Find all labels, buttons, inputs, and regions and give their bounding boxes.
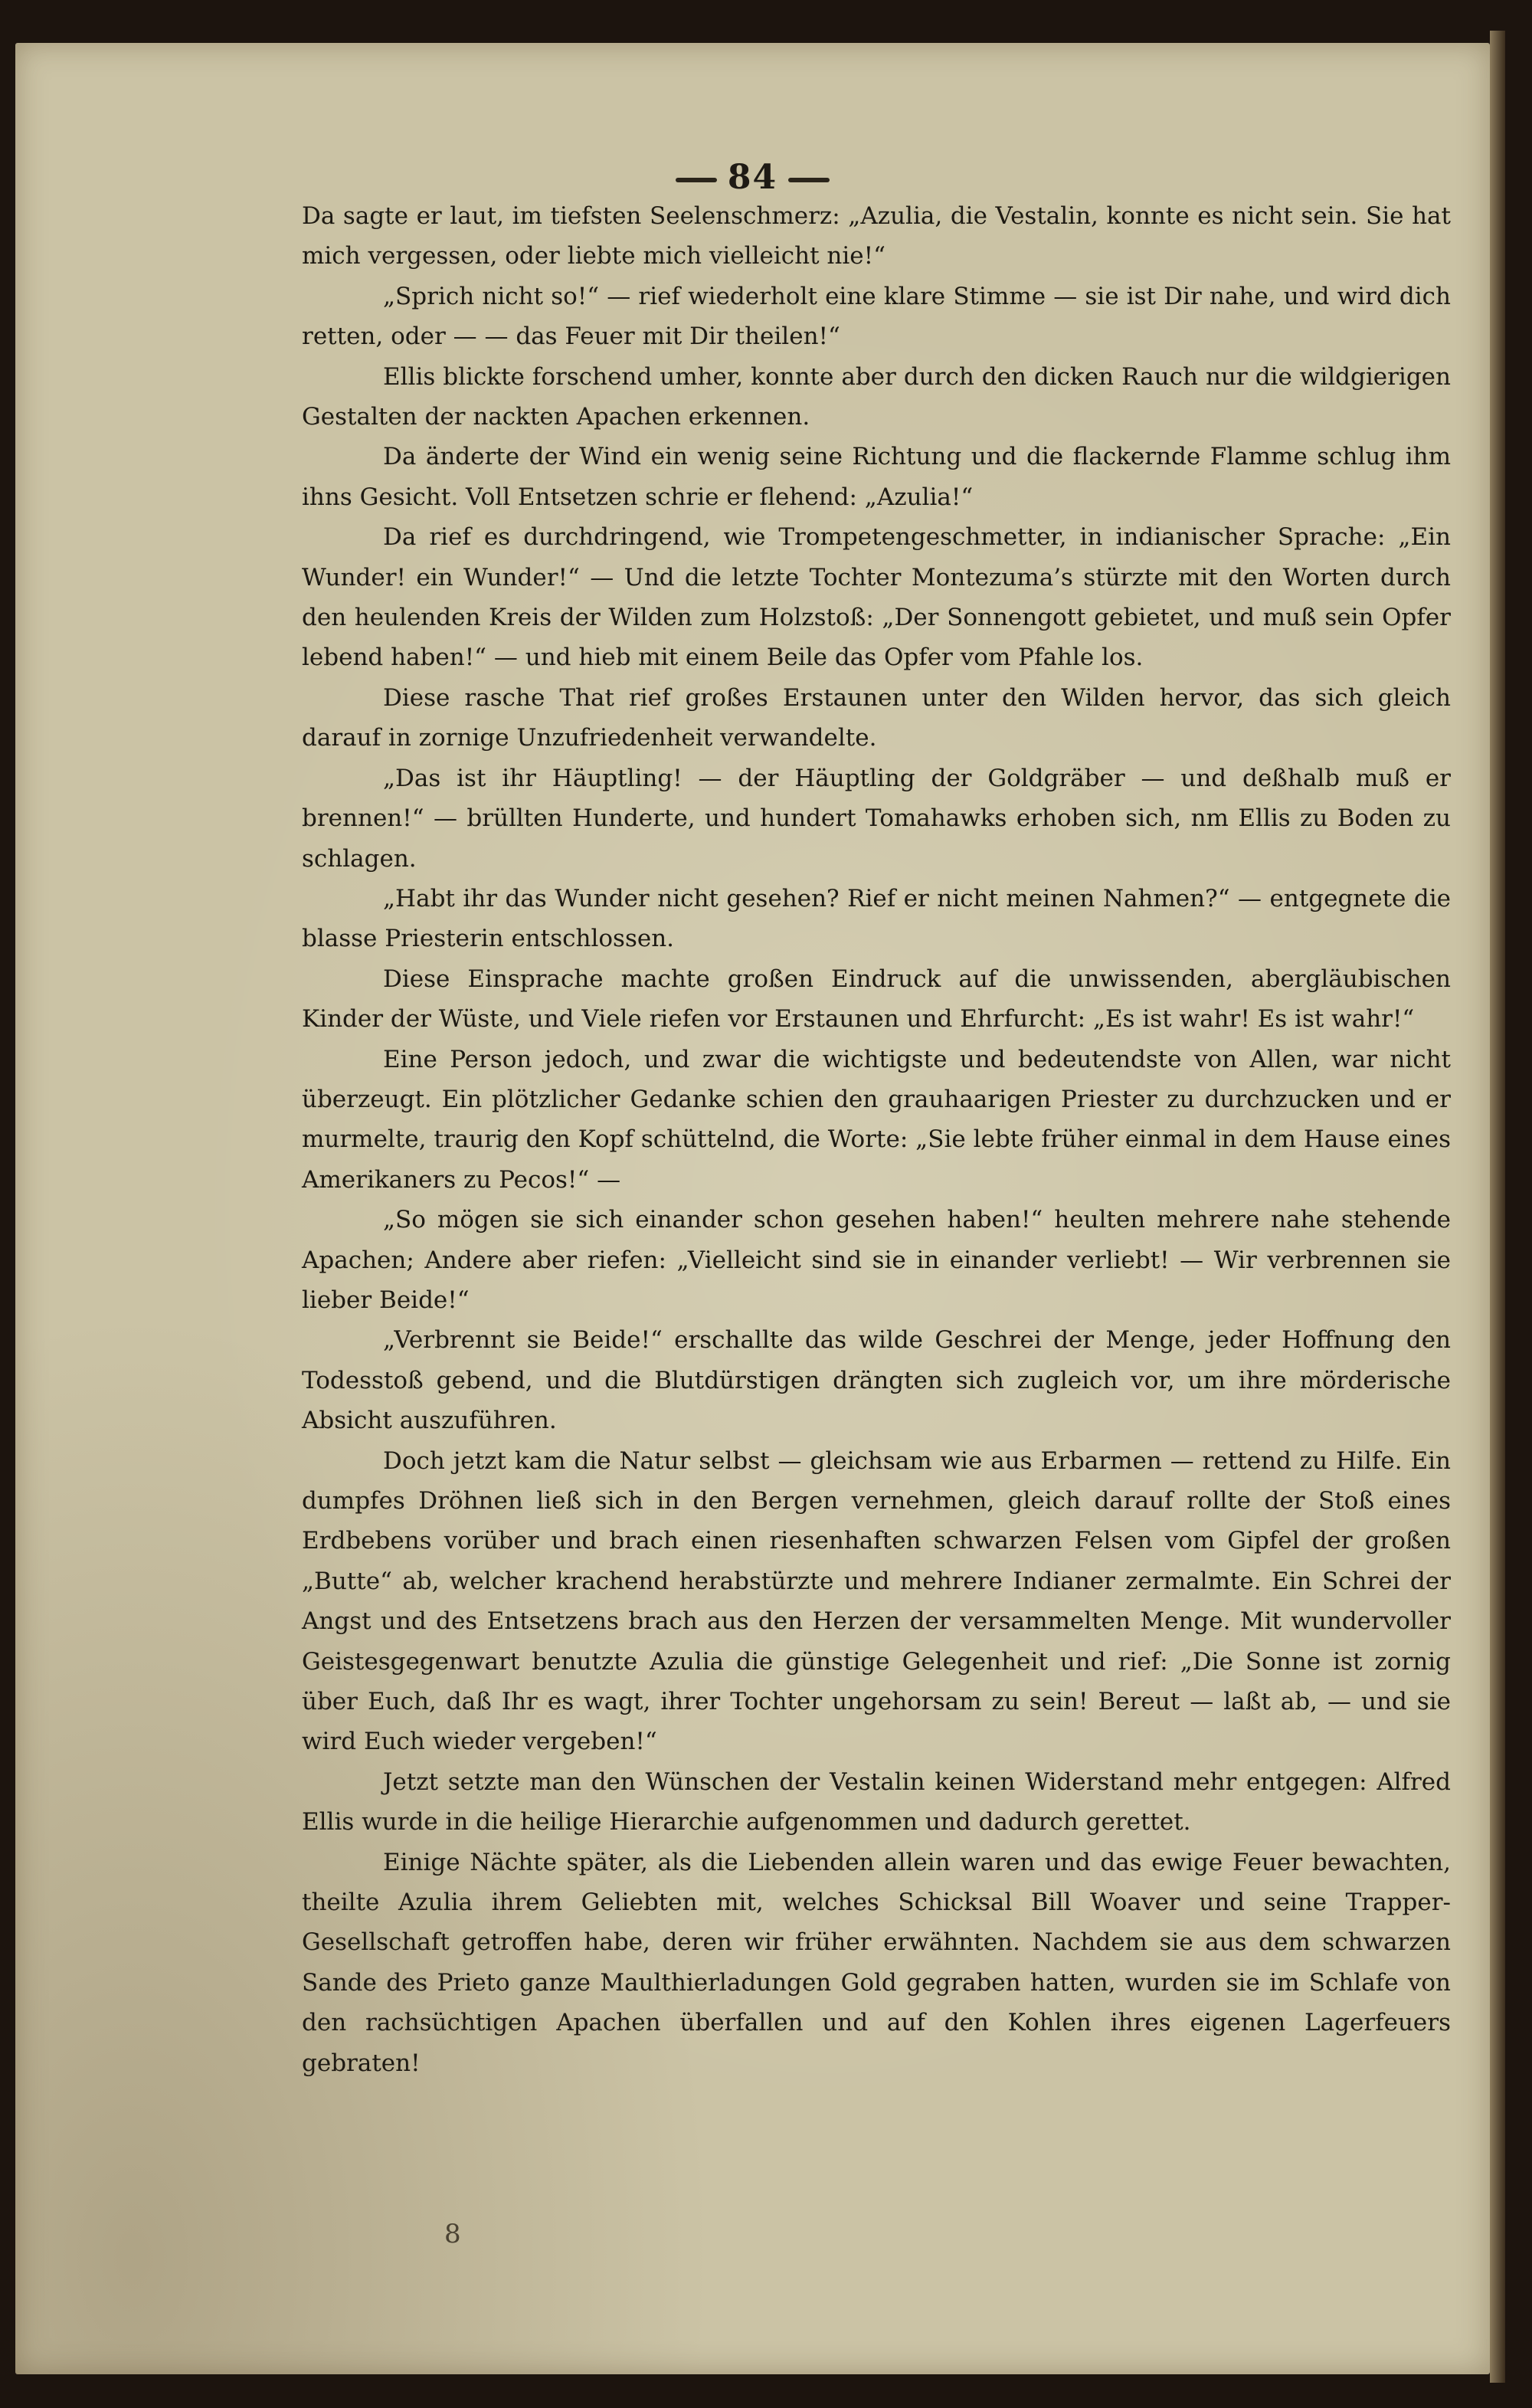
paragraph: Da änderte der Wind ein wenig seine Richtung und die flackernde Flamme schlug ihm ihns Gesicht. Voll Entsetzen schrie er flehend: „Azulia!“ [302, 443, 1451, 511]
paragraph: Da rief es durchdringend, wie Trompetengeschmetter, in indianischer Sprache: „Ein Wunder! ein Wunder!“ — Und die letzte Tochter Montezuma’s stürzte mit den Worten durch den heulenden Kreis der Wilden zum Holzstoß: „Der Sonnengott gebietet, und muß sein Opfer lebend haben!“ — und hieb mit einem Beile das Opfer vom Pfahle los. [302, 523, 1451, 672]
paragraph: Diese Einsprache machte großen Eindruck auf die unwissenden, abergläubischen Kinder der Wüste, und Viele riefen vor Erstaunen und Ehrfurcht: „Es ist wahr! Es ist wahr!“ [302, 965, 1451, 1034]
paragraph: „Habt ihr das Wunder nicht gesehen? Rief er nicht meinen Nahmen?“ — entgegnete die blasse Priesterin entschlossen. [302, 884, 1451, 953]
paragraph: „So mögen sie sich einander schon gesehen haben!“ heulten mehrere nahe stehende Apachen; Andere aber riefen: „Vielleicht sind sie in einander verliebt! — Wir verbrennen sie lieber Beide!“ [302, 1206, 1451, 1314]
paragraph: Da sagte er laut, im tiefsten Seelenschmerz: „Azulia, die Vestalin, konnte es nicht sein. Sie hat mich vergessen, oder liebte mich vielleicht nie!“ [302, 202, 1451, 270]
paragraph: Ellis blickte forschend umher, konnte aber durch den dicken Rauch nur die wildgierigen Gestalten der nackten Apachen erkennen. [302, 362, 1451, 431]
header-ornament-left [676, 178, 717, 182]
paragraph: Doch jetzt kam die Natur selbst — gleichsam wie aus Erbarmen — rettend zu Hilfe. Ein dumpfes Dröhnen ließ sich in den Bergen vernehmen, gleich darauf rollte der Stoß eines Erdbebens vorüber und brach einen riesenhaften schwarzen Felsen vom Gipfel der großen „Butte“ ab, welcher krachend herabstürzte und mehrere Indianer zermalmte. Ein Schrei der Angst und des Entsetzens brach aus den Herzen der versammelten Menge. Mit wundervoller Geistesgegenwart benutzte Azulia die günstige Gelegenheit und rief: „Die Sonne ist zornig über Euch, daß Ihr es wagt, ihrer Tochter ungehorsam zu sein! Bereut — laßt ab, — und sie wird Euch wieder vergeben!“ [302, 1446, 1451, 1756]
paragraph: „Sprich nicht so!“ — rief wiederholt eine klare Stimme — sie ist Dir nahe, und wird dich retten, oder — — das Feuer mit Dir theilen!“ [302, 282, 1451, 351]
paragraph: „Das ist ihr Häuptling! — der Häuptling der Goldgräber — und deßhalb muß er brennen!“ — brüllten Hunderte, und hundert Tomahawks erhoben sich, nm Ellis zu Boden zu schlagen. [302, 764, 1451, 873]
paragraph: Diese rasche That rief großes Erstaunen unter den Wilden hervor, das sich gleich darauf in zornige Unzufriedenheit verwandelte. [302, 683, 1451, 752]
header-ornament-right [788, 178, 830, 182]
body-text [302, 196, 1451, 2083]
signature-mark: 8 [444, 2219, 461, 2249]
paragraph: „Verbrennt sie Beide!“ erschallte das wilde Geschrei der Menge, jeder Hoffnung den Todesstoß gebend, und die Blutdürstigen drängten sich zugleich vor, um ihre mörderische Absicht auszuführen. [302, 1326, 1451, 1435]
paragraph: Eine Person jedoch, und zwar die wichtigste und bedeutendste von Allen, war nicht überzeugt. Ein plötzlicher Gedanke schien den grauhaarigen Priester zu durchzucken und er murmelte, traurig den Kopf schüttelnd, die Worte: „Sie lebte früher einmal in dem Hause eines Amerikaners zu Pecos!“ — [302, 1045, 1451, 1194]
paragraph: Jetzt setzte man den Wünschen der Vestalin keinen Widerstand mehr entgegen: Alfred Ellis wurde in die heilige Hierarchie aufgenommen und dadurch gerettet. [302, 1768, 1451, 1836]
book-page [15, 43, 1490, 2374]
page-number-header [15, 158, 1490, 197]
paragraph: Einige Nächte später, als die Liebenden allein waren und das ewige Feuer bewachten, theilte Azulia ihrem Geliebten mit, welches Schicksal Bill Woaver und seine Trapper-Gesellschaft getroffen habe, deren wir früher erwähnten. Nachdem sie aus dem schwarzen Sande des Prieto ganze Maulthierladungen Gold gegraben hatten, wurden sie im Schlafe von den rachsüchtigen Apachen überfallen und auf den Kohlen ihres eigenen Lagerfeuers gebraten! [302, 1848, 1451, 2077]
page-number: 84 [727, 158, 778, 197]
page-edge [1490, 31, 1505, 2383]
